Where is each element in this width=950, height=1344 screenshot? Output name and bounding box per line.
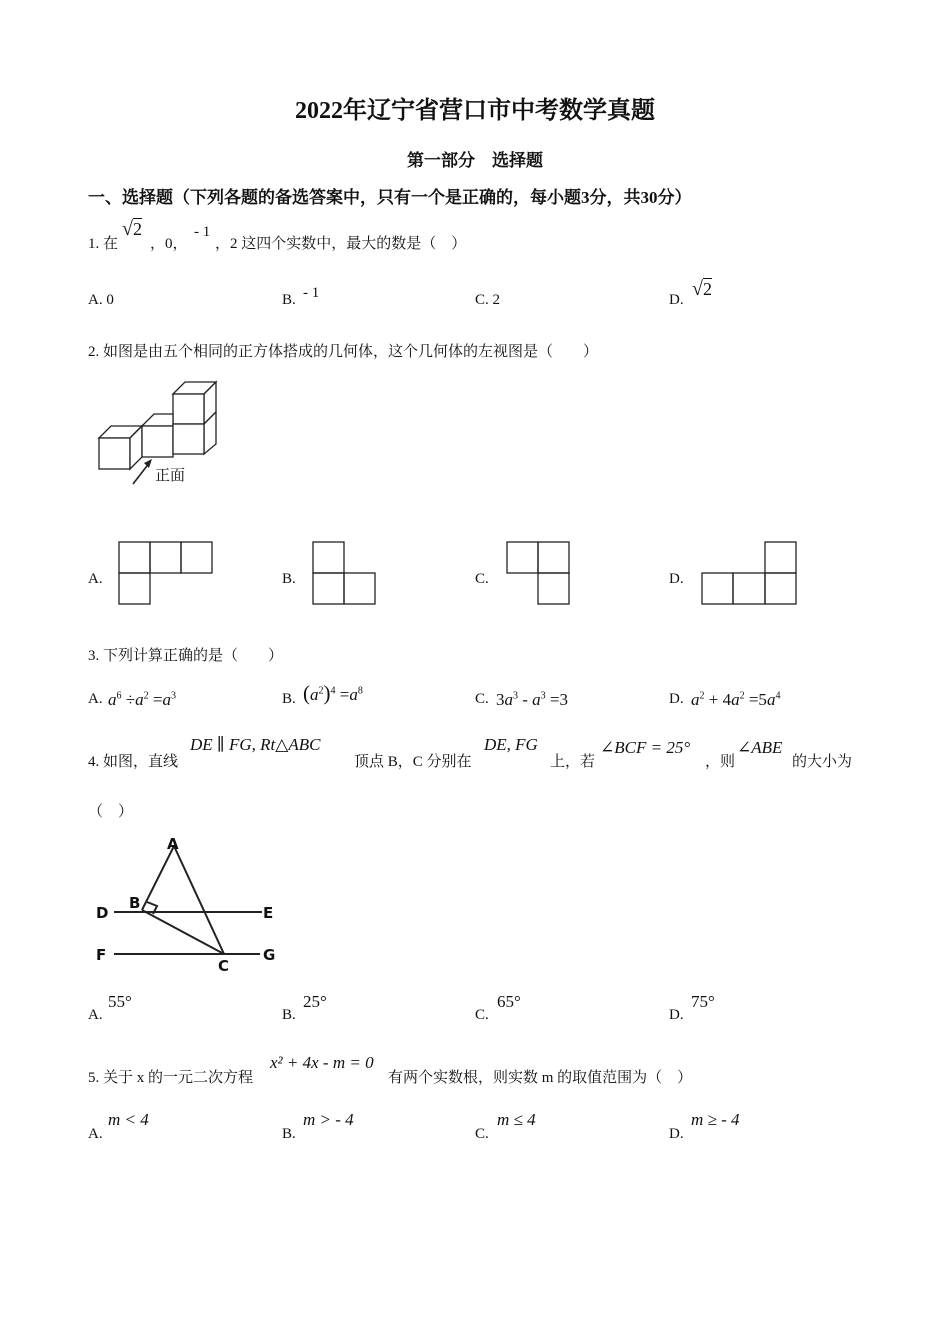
label-D: D <box>96 904 109 922</box>
q2-option-a-figure <box>118 541 214 606</box>
q4-paren: （ ） <box>88 804 134 820</box>
section-heading: 一、选择题（下列各题的备选答案中，只有一个是正确的，每小题3分，共30分） <box>88 188 692 207</box>
q2-option-d-figure <box>701 541 799 606</box>
q3-option-c-expr: $3a^3 - a^3 =3$ <box>496 690 569 709</box>
label-G: G <box>263 946 276 964</box>
page-title: 2022年辽宁省营口市中考数学真题 <box>295 98 655 124</box>
q3-option-d-expr: $a^2 + 4a^2 =5a^4$ <box>691 690 781 709</box>
q2-text: 2. 如图是由五个相同的正方体搭成的几何体，这个几何体的左视图是（ ） <box>88 344 599 360</box>
q4-option-c[interactable]: C. <box>475 1007 489 1023</box>
q2-option-c[interactable]: C. <box>475 571 489 587</box>
q5-option-a[interactable]: A. <box>88 1126 103 1142</box>
q4-mid-2: 上，若 <box>550 754 596 770</box>
q5-option-c-value: m ≤ 4 <box>497 1110 536 1129</box>
q2-option-a[interactable]: A. <box>88 571 103 587</box>
q1-sqrt: √2 <box>122 218 142 240</box>
q1-option-b[interactable]: B. <box>282 292 296 308</box>
q4-mid-3: ，则 <box>705 754 736 770</box>
q4-option-a[interactable]: A. <box>88 1007 103 1023</box>
q5-option-d-value: m ≥ - 4 <box>691 1110 740 1129</box>
q1-mid: ，0， <box>150 236 188 252</box>
q5-option-c[interactable]: C. <box>475 1126 489 1142</box>
q1-option-a[interactable]: A. 0 <box>88 292 114 308</box>
q3-text: 3. 下列计算正确的是（ ） <box>88 648 284 664</box>
q4-math-3: ∠BCF = 25° <box>600 738 691 757</box>
q4-option-c-value: 65° <box>497 992 521 1011</box>
part-heading: 第一部分 选择题 <box>407 151 543 170</box>
q2-solid-figure <box>95 378 225 488</box>
label-C: C <box>218 957 230 975</box>
q2-option-b-figure <box>312 541 378 606</box>
q5-prefix: 5. 关于 x 的一元二次方程 <box>88 1070 254 1086</box>
q3-option-c[interactable]: C. <box>475 691 489 707</box>
q5-equation: x² + 4x - m = 0 <box>270 1053 374 1072</box>
q5-option-d[interactable]: D. <box>669 1126 684 1142</box>
label-B: B <box>129 894 141 912</box>
q1-suffix: ，2 这四个实数中，最大的数是（ ） <box>215 236 467 252</box>
q4-option-b-value: 25° <box>303 992 327 1011</box>
q3-option-b-expr: $(a^2)^4 =a^8$ <box>303 681 363 705</box>
q4-option-d[interactable]: D. <box>669 1007 684 1023</box>
label-E: E <box>263 904 274 922</box>
q1-neg: - 1 <box>194 224 211 240</box>
q1-option-b-value: - 1 <box>303 285 320 301</box>
q4-geometry-figure <box>92 832 292 977</box>
q4-math-1: DE ∥ FG, Rt△ABC <box>190 735 321 754</box>
q5-option-b[interactable]: B. <box>282 1126 296 1142</box>
q1-option-d[interactable]: D. <box>669 292 684 308</box>
q4-option-b[interactable]: B. <box>282 1007 296 1023</box>
q2-option-d[interactable]: D. <box>669 571 684 587</box>
label-F: F <box>96 946 107 964</box>
q4-option-d-value: 75° <box>691 992 715 1011</box>
q4-math-2: DE, FG <box>484 735 538 754</box>
q3-option-b[interactable]: B. <box>282 691 296 707</box>
q3-option-a-expr: $a^6 \div a^2 =a^3$ <box>108 690 176 709</box>
label-A: A <box>167 835 179 853</box>
q1-option-c[interactable]: C. 2 <box>475 292 501 308</box>
q5-suffix: 有两个实数根，则实数 m 的取值范围为（ ） <box>388 1070 693 1086</box>
q2-option-c-figure <box>506 541 572 606</box>
q1-option-d-value: √2 <box>692 278 712 300</box>
q4-mid-1: 顶点 B，C 分别在 <box>354 754 472 770</box>
front-label: 正面 <box>155 466 186 484</box>
q4-math-4: ∠ABE <box>737 738 783 757</box>
q3-option-d[interactable]: D. <box>669 691 684 707</box>
q4-option-a-value: 55° <box>108 992 132 1011</box>
q3-option-a[interactable]: A. <box>88 691 103 707</box>
q4-suffix: 的大小为 <box>792 754 853 770</box>
q2-option-b[interactable]: B. <box>282 571 296 587</box>
q5-option-b-value: m > - 4 <box>303 1110 354 1129</box>
q5-option-a-value: m < 4 <box>108 1110 149 1129</box>
q1-prefix: 1. 在 <box>88 236 119 252</box>
q4-prefix: 4. 如图，直线 <box>88 754 179 770</box>
